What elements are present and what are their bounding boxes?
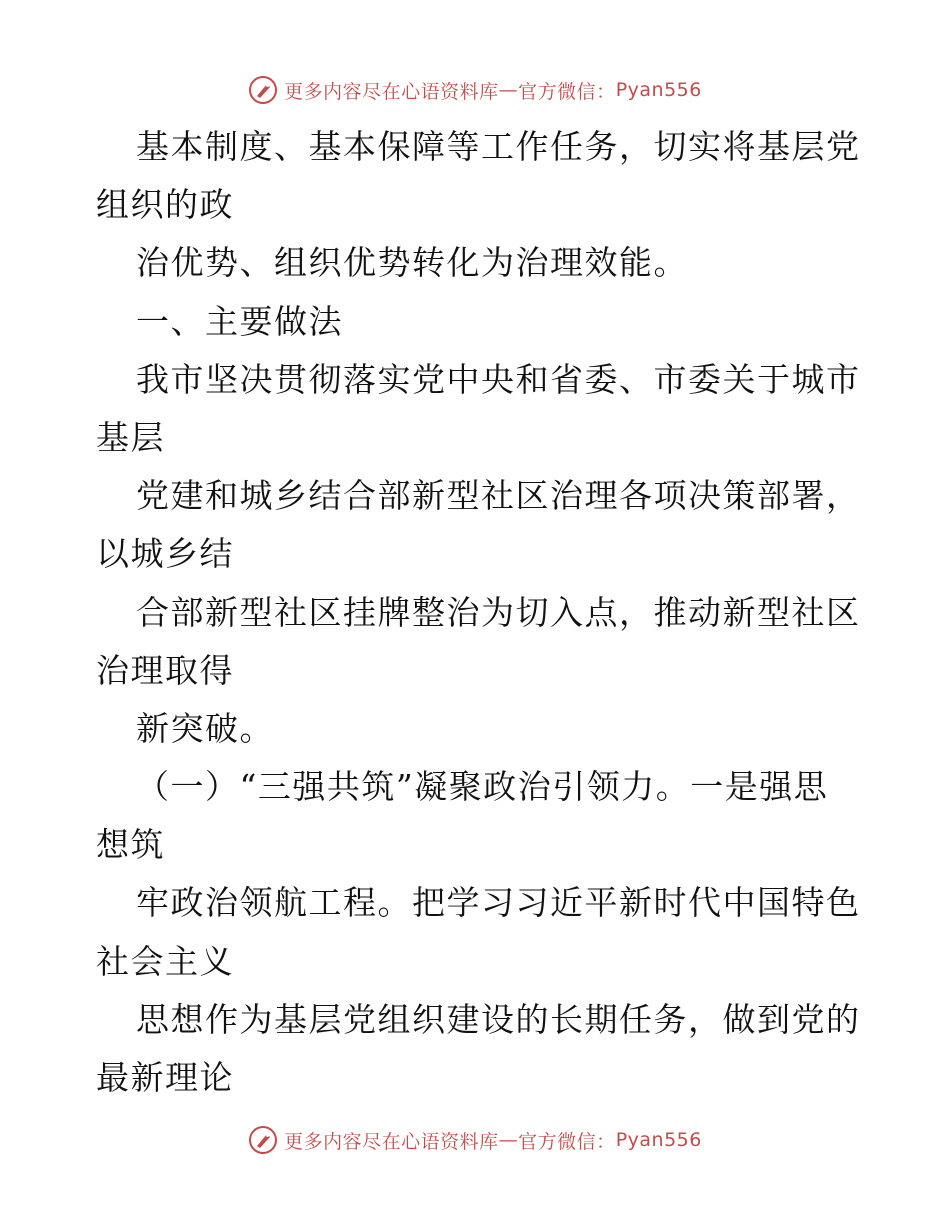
watermark-wechat-label: 官方微信：: [518, 80, 616, 103]
watermark-separator: —: [498, 79, 519, 101]
text-line: 最新理论: [96, 1058, 234, 1097]
text-line: 牢政治领航工程。把学习习近平新时代中国特色: [136, 883, 861, 923]
text-line: 基本制度、基本保障等工作任务，切实将基层党: [136, 127, 861, 166]
watermark-wechat-id: Pyan556: [615, 79, 702, 101]
text-line: 思想作为基层党组织建设的长期任务，做到党的: [136, 999, 861, 1039]
text-line: 合部新型社区挂牌整治为切入点，推动新型社区: [136, 592, 861, 632]
text-line: 一、主要做法: [136, 301, 343, 341]
watermark-header: [0, 70, 950, 110]
text-line: 基层: [96, 417, 165, 457]
watermark-wechat-label: 官方微信：: [518, 1130, 616, 1153]
text-line: 我市坚决贯彻落实党中央和省委、市委关于城市: [136, 359, 861, 399]
text-line: 组织的政: [96, 185, 234, 225]
document-body: [96, 118, 861, 1107]
text-line: （一）“三强共筑”凝聚政治引领力。一是强思: [136, 767, 829, 807]
text-line: 想筑: [96, 825, 165, 865]
pen-nib-logo-icon: [248, 1125, 278, 1155]
watermark-site: 更多内容尽在心语资料库: [284, 1130, 499, 1153]
text-line: 治理取得: [96, 650, 234, 690]
watermark-site: 更多内容尽在心语资料库: [284, 80, 499, 103]
text-line: 党建和城乡结合部新型社区治理各项决策部署，: [136, 476, 861, 516]
watermark-separator: —: [498, 1129, 519, 1151]
watermark-wechat-id: Pyan556: [615, 1129, 702, 1151]
text-line: 新突破。: [136, 708, 274, 748]
text-line: 以城乡结: [96, 534, 234, 574]
text-line: 社会主义: [96, 941, 234, 981]
watermark-footer: [0, 1120, 950, 1160]
pen-nib-logo-icon: [248, 75, 278, 105]
text-line: 治优势、组织优势转化为治理效能。: [136, 243, 688, 283]
